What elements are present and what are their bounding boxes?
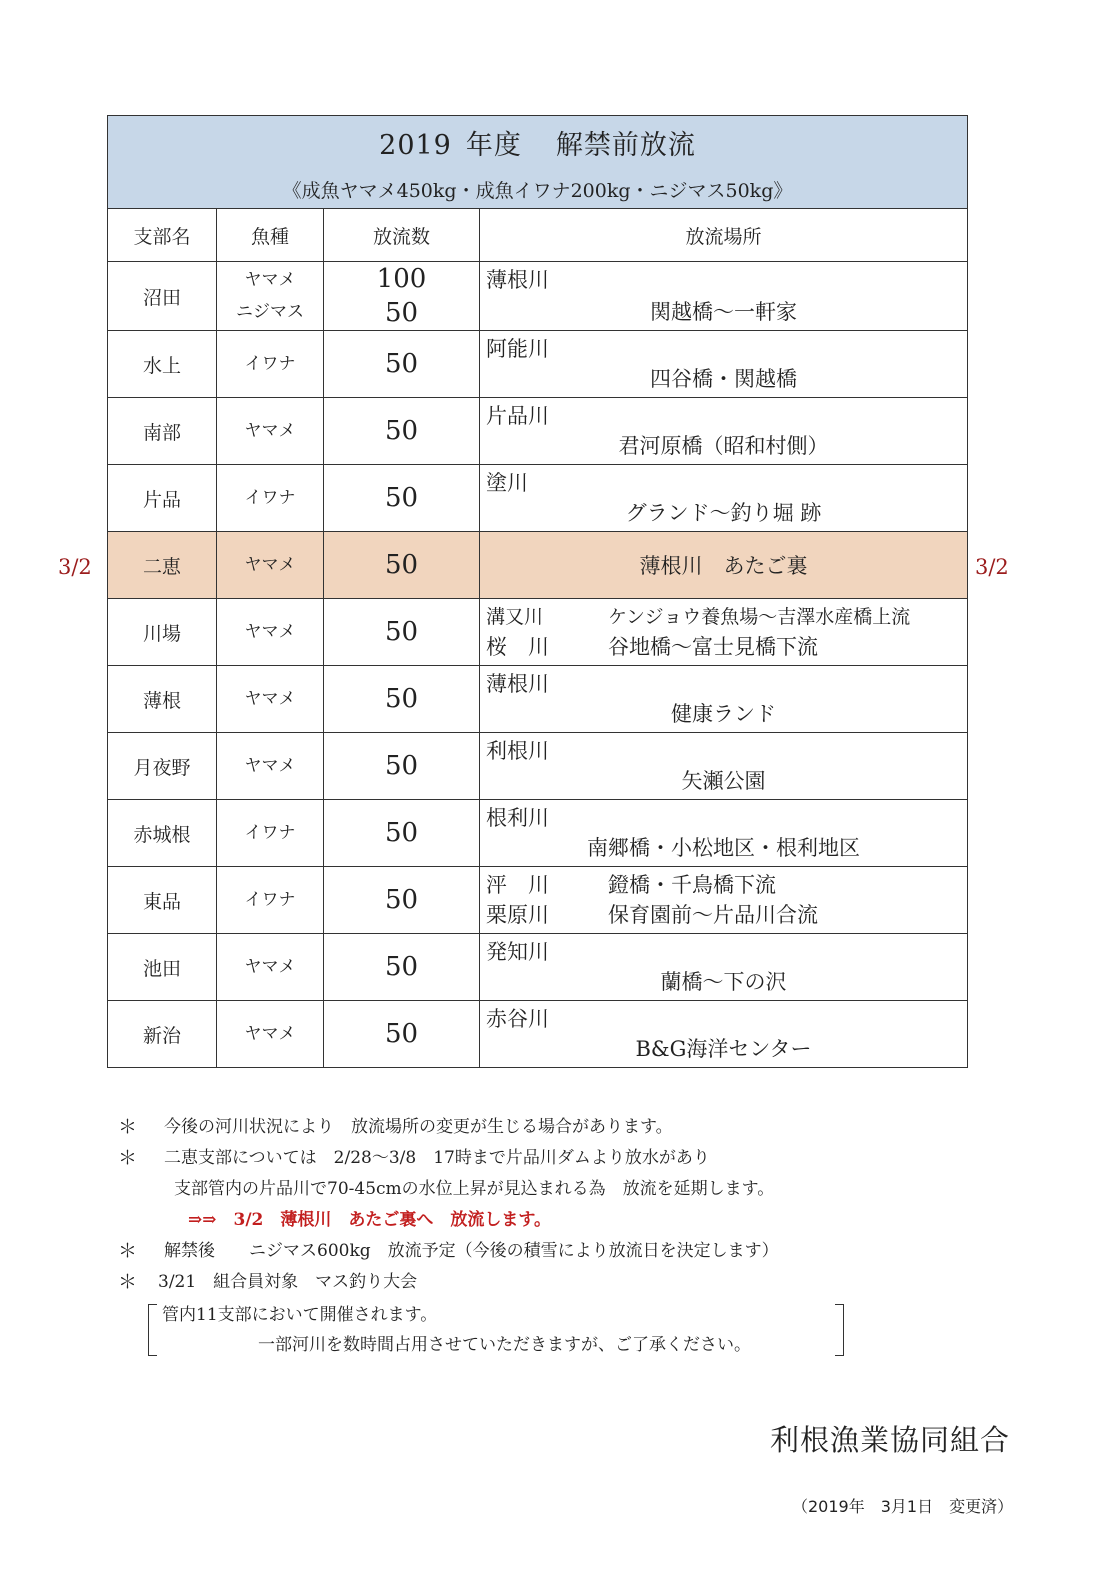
release-spot: B&G海洋センター <box>635 1037 812 1061</box>
note-item <box>118 1267 1018 1298</box>
note-text: 二恵支部については 2/28～3/8 17時まで片品川ダムより放水があり <box>164 1148 710 1168</box>
release-count: 50 <box>324 934 480 1001</box>
release-place <box>480 398 968 465</box>
release-place <box>480 733 968 800</box>
river-name: 薄根川 <box>486 268 549 292</box>
note-continuation: 支部管内の片品川で70-45cmの水位上昇が見込まれる為 放流を延期します。 <box>174 1179 775 1199</box>
release-count-line: 100 <box>376 264 427 294</box>
release-spot: グランド～釣り堀 跡 <box>625 501 822 525</box>
river-name: 阿能川 <box>486 337 549 361</box>
release-count: 50 <box>324 599 480 666</box>
table-header <box>108 116 968 209</box>
release-place: 薄根川 あたご裏 <box>480 532 968 599</box>
fish-type: イワナ <box>217 465 324 532</box>
notes-section <box>118 1112 1018 1362</box>
table-row <box>108 599 968 666</box>
note-item <box>118 1112 1018 1143</box>
revision-date: （2019年 3月1日 変更済） <box>792 1497 1014 1516</box>
branch-name: 二恵 <box>108 532 217 599</box>
organization-name: 利根漁業協同組合 <box>770 1423 1011 1457</box>
note-highlight: ⇒⇒ 3/2 薄根川 あたご裏へ 放流します。 <box>188 1210 551 1230</box>
col-place: 放流場所 <box>480 209 968 262</box>
fish-type: ヤマメ <box>217 532 324 599</box>
bracket-line: 管内11支部において開催されます。 <box>162 1305 438 1325</box>
release-place <box>480 800 968 867</box>
release-spot: 健康ランド <box>671 702 776 726</box>
fish-type-line: ニジマス <box>236 302 304 322</box>
place-line <box>480 900 967 930</box>
release-spot: 鐙橋・千鳥橋下流 <box>608 873 776 897</box>
river-name: 片品川 <box>486 404 549 428</box>
col-fish: 魚種 <box>217 209 324 262</box>
release-count: 50 <box>324 331 480 398</box>
title-year: 2019 <box>379 130 452 161</box>
fish-type: ヤマメ <box>217 733 324 800</box>
release-spot: ケンジョウ養魚場～吉澤水産橋上流 <box>608 606 911 628</box>
river-name: 利根川 <box>486 739 549 763</box>
page-title <box>108 123 967 162</box>
table-row <box>108 867 968 934</box>
place-line <box>480 602 967 632</box>
release-count-line: 50 <box>384 298 419 328</box>
asterisk-icon: ＊ <box>118 1116 138 1138</box>
release-count: 50 <box>324 1001 480 1068</box>
branch-name: 沼田 <box>108 262 217 331</box>
release-place <box>480 599 968 666</box>
branch-name: 池田 <box>108 934 217 1001</box>
table-row <box>108 733 968 800</box>
fish-type: ヤマメ <box>217 599 324 666</box>
table-row <box>108 262 968 331</box>
table-row <box>108 331 968 398</box>
fish-type <box>217 262 324 331</box>
release-spot: 関越橋～一軒家 <box>650 300 797 324</box>
release-place <box>480 465 968 532</box>
bracket-line: 一部河川を数時間占用させていただきますが、ご了承ください。 <box>258 1335 751 1355</box>
release-place <box>480 1001 968 1068</box>
river-name: 桜 川 <box>486 635 549 659</box>
river-name: 根利川 <box>486 806 549 830</box>
river-name: 溝又川 <box>486 606 544 628</box>
table-row <box>108 934 968 1001</box>
release-count: 50 <box>324 733 480 800</box>
release-count: 50 <box>324 800 480 867</box>
release-place <box>480 867 968 934</box>
release-place <box>480 934 968 1001</box>
branch-name: 片品 <box>108 465 217 532</box>
branch-name: 薄根 <box>108 666 217 733</box>
branch-name: 東品 <box>108 867 217 934</box>
fish-type: ヤマメ <box>217 666 324 733</box>
note-item <box>118 1143 1018 1174</box>
column-headers <box>108 209 968 262</box>
note-text: 今後の河川状況により 放流場所の変更が生じる場合があります。 <box>164 1117 673 1137</box>
release-count: 50 <box>324 867 480 934</box>
river-name: 薄根川 <box>486 672 549 696</box>
asterisk-icon: ＊ <box>118 1240 138 1262</box>
col-branch: 支部名 <box>108 209 217 262</box>
asterisk-icon: ＊ <box>118 1271 138 1293</box>
release-spot: 谷地橋～富士見橋下流 <box>608 635 818 659</box>
fish-type: ヤマメ <box>217 398 324 465</box>
release-spot: 南郷橋・小松地区・根利地区 <box>587 836 860 860</box>
side-date-left: 3/2 <box>58 555 92 579</box>
release-count: 50 <box>324 465 480 532</box>
river-name: 泙 川 <box>486 873 549 897</box>
fish-type: ヤマメ <box>217 934 324 1001</box>
place-line <box>480 632 967 662</box>
river-name: 塗川 <box>486 471 528 495</box>
branch-name: 川場 <box>108 599 217 666</box>
fish-type: イワナ <box>217 867 324 934</box>
side-date-right: 3/2 <box>975 555 1009 579</box>
page-subtitle: 《成魚ヤマメ450kg・成魚イワナ200kg・ニジマス50kg》 <box>282 180 793 202</box>
release-place <box>480 666 968 733</box>
river-name: 赤谷川 <box>486 1007 549 1031</box>
table-row-highlighted <box>108 532 968 599</box>
note-text: 3/21 組合員対象 マス釣り大会 <box>158 1272 418 1292</box>
branch-name: 赤城根 <box>108 800 217 867</box>
branch-name: 新治 <box>108 1001 217 1068</box>
release-spot: 矢瀬公園 <box>681 769 766 793</box>
release-spot: 保育園前～片品川合流 <box>608 903 818 927</box>
release-table <box>107 115 968 1068</box>
table-row <box>108 666 968 733</box>
table-row <box>108 1001 968 1068</box>
river-name: 栗原川 <box>486 903 549 927</box>
asterisk-icon: ＊ <box>118 1147 138 1169</box>
branch-name: 水上 <box>108 331 217 398</box>
fish-type: ヤマメ <box>217 1001 324 1068</box>
release-count <box>324 262 480 331</box>
release-spot: 君河原橋（昭和村側） <box>618 434 829 458</box>
title-main: 解禁前放流 <box>555 130 696 161</box>
table-row <box>108 465 968 532</box>
river-name: 発知川 <box>486 940 549 964</box>
place-line <box>480 870 967 900</box>
fish-type: イワナ <box>217 331 324 398</box>
release-count: 50 <box>324 532 480 599</box>
release-spot: 蘭橋～下の沢 <box>660 970 787 994</box>
release-spot: 四谷橋・関越橋 <box>650 367 797 391</box>
col-count: 放流数 <box>324 209 480 262</box>
fish-type: イワナ <box>217 800 324 867</box>
title-year-label: 年度 <box>465 130 522 161</box>
branch-name: 南部 <box>108 398 217 465</box>
branch-name: 月夜野 <box>108 733 217 800</box>
note-text: 解禁後 ニジマス600kg 放流予定（今後の積雪により放流日を決定します） <box>164 1241 779 1261</box>
release-count: 50 <box>324 666 480 733</box>
table-row <box>108 800 968 867</box>
release-place <box>480 262 968 331</box>
table-row <box>108 398 968 465</box>
bracketed-note <box>148 1298 844 1362</box>
release-count: 50 <box>324 398 480 465</box>
fish-type-line: ヤマメ <box>244 270 296 290</box>
note-item <box>118 1236 1018 1267</box>
release-place <box>480 331 968 398</box>
